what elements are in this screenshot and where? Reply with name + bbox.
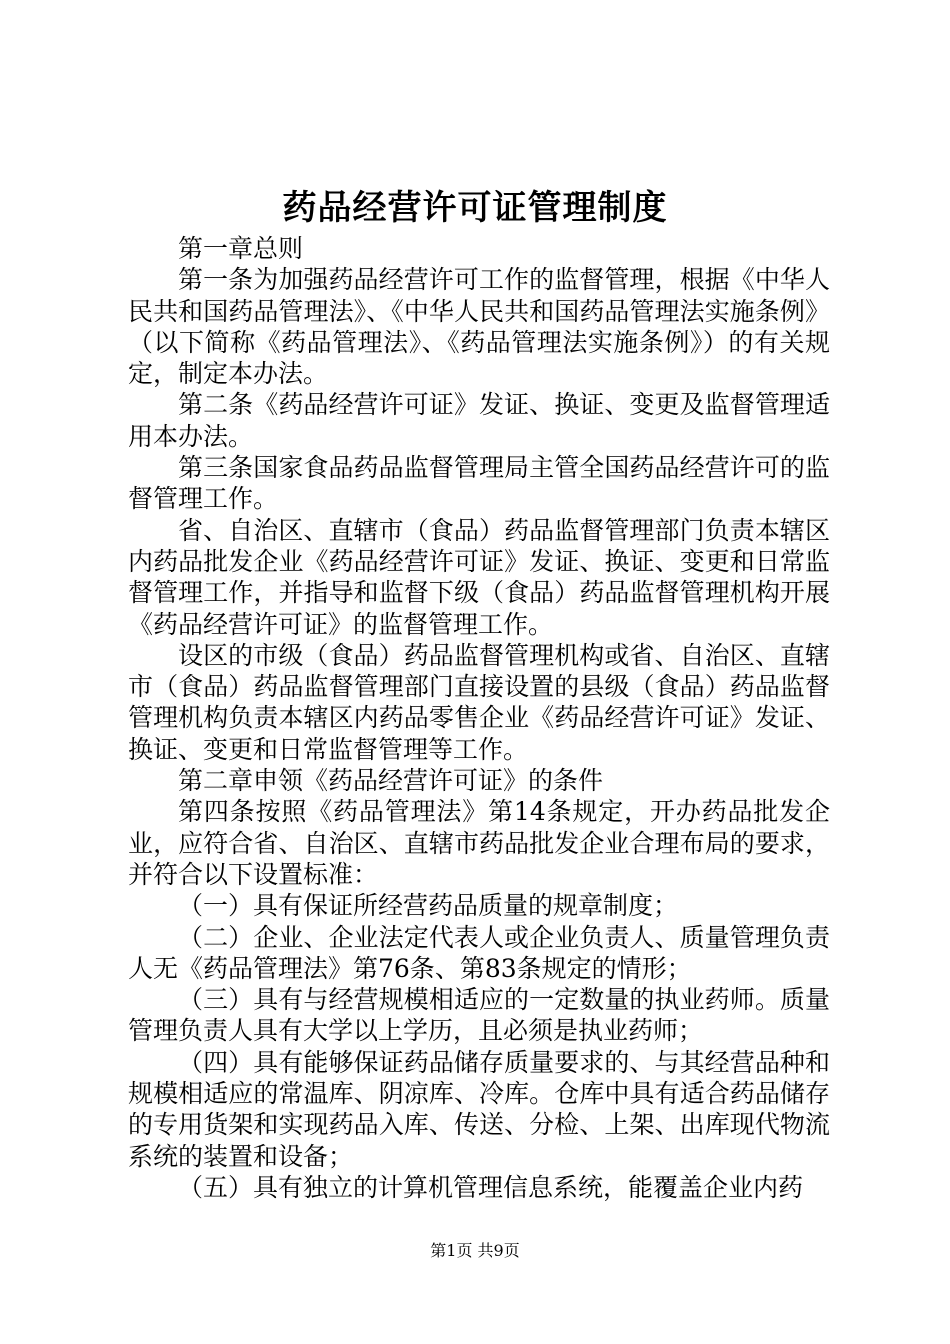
- paragraph-chapter-2-heading: 第二章申领《药品经营许可证》的条件: [178, 766, 604, 796]
- document-title: 药品经营许可证管理制度: [282, 188, 668, 228]
- paragraph-item-5: （五）具有独立的计算机管理信息系统，能覆盖企业内药: [178, 1172, 804, 1202]
- paragraph-item-2: （二）企业、企业法定代表人或企业负责人、质量管理负责人无《药品管理法》第76条、第83条规定的情形；: [128, 922, 830, 983]
- page-number-footer: 第1页 共9页: [430, 1241, 520, 1260]
- paragraph-article-4: 第四条按照《药品管理法》第14条规定，开办药品批发企业，应符合省、自治区、直辖市药品批发企业合理布局的要求，并符合以下设置标准：: [128, 797, 830, 889]
- paragraph-item-3: （三）具有与经营规模相适应的一定数量的执业药师。质量管理负责人具有大学以上学历，且必须是执业药师；: [128, 985, 830, 1046]
- paragraph-article-3-provincial: 省、自治区、直辖市（食品）药品监督管理部门负责本辖区内药品批发企业《药品经营许可证》发证、换证、变更和日常监督管理工作，并指导和监督下级（食品）药品监督管理机构开展《药品经营许可证》的监督管理工作。: [128, 515, 830, 639]
- paragraph-chapter-1-heading: 第一章总则: [178, 234, 304, 263]
- paragraph-article-1: 第一条为加强药品经营许可工作的监督管理，根据《中华人民共和国药品管理法》、《中华人民共和国药品管理法实施条例》（以下简称《药品管理法》、《药品管理法实施条例》）的有关规定，制定本办法。: [128, 265, 830, 389]
- paragraph-item-4: （四）具有能够保证药品储存质量要求的、与其经营品种和规模相适应的常温库、阴凉库、冷库。仓库中具有适合药品储存的专用货架和实现药品入库、传送、分检、上架、出库现代物流系统的装置和设备；: [128, 1047, 830, 1171]
- document-body: [128, 233, 830, 1203]
- paragraph-article-2: 第二条《药品经营许可证》发证、换证、变更及监督管理适用本办法。: [128, 390, 830, 451]
- paragraph-item-1: （一）具有保证所经营药品质量的规章制度；: [178, 891, 679, 921]
- paragraph-article-3: 第三条国家食品药品监督管理局主管全国药品经营许可的监督管理工作。: [128, 453, 830, 514]
- paragraph-article-3-municipal: 设区的市级（食品）药品监督管理机构或省、自治区、直辖市（食品）药品监督管理部门直接设置的县级（食品）药品监督管理机构负责本辖区内药品零售企业《药品经营许可证》发证、换证、变更和日常监督管理等工作。: [128, 640, 830, 764]
